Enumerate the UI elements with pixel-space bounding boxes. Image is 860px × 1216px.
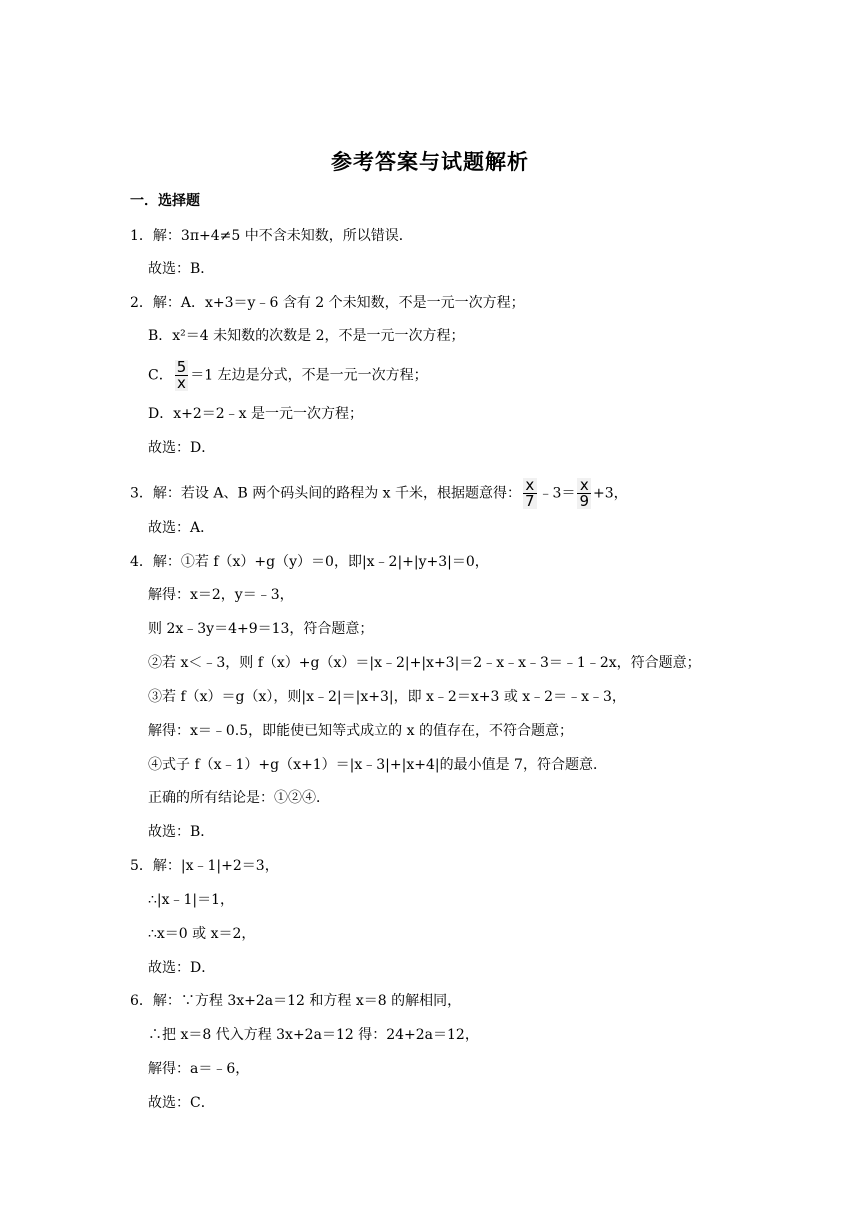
answer-6: 6．解：∵方程 3x+2a＝12 和方程 x＝8 的解相同，: [130, 993, 462, 1009]
answer-4-step4: ③若 f（x）＝g（x），则|x﹣2|＝|x+3|，即 x﹣2＝x+3 或 x﹣2＝﹣x﹣3，: [148, 689, 626, 705]
answer-1-choice: 故选：B．: [148, 261, 215, 277]
answer-2-c-text: ＝1 左边是分式，不是一元一次方程；: [190, 367, 428, 384]
fraction-denominator: x: [177, 374, 186, 392]
answer-4-step2: 则 2x﹣3y＝4+9＝13，符合题意；: [148, 621, 374, 637]
answer-2-b: B．x²＝4 未知数的次数是 2，不是一元一次方程；: [148, 328, 465, 344]
answer-4-choice: 故选：B．: [148, 824, 215, 840]
answer-6-step1: ∴把 x＝8 代入方程 3x+2a＝12 得：24+2a＝12，: [148, 1027, 479, 1043]
answer-4: 4．解：①若 f（x）+g（y）＝0，即|x﹣2|+|y+3|＝0，: [130, 554, 489, 570]
answer-2-c-label: C．: [148, 367, 173, 384]
answer-4-step1: 解得：x＝2，y＝﹣3，: [148, 587, 294, 603]
fraction-numerator: x: [523, 478, 537, 494]
fraction-denominator: 9: [579, 492, 590, 510]
answer-5-choice: 故选：D．: [148, 960, 216, 976]
answer-4-step3: ②若 x＜﹣3，则 f（x）+g（x）＝|x﹣2|+|x+3|＝2﹣x﹣x﹣3＝﹣1﹣2x，符合题意；: [148, 655, 701, 671]
answer-2-c: [148, 360, 428, 391]
answer-4-step6: ④式子 f（x﹣1）+g（x+1）＝|x﹣3|+|x+4|的最小值是 7，符合题意．: [148, 757, 607, 773]
answer-3-choice: 故选：A．: [148, 520, 215, 536]
answer-4-conclusion: 正确的所有结论是：①②④．: [148, 790, 330, 806]
answer-5-step2: ∴x＝0 或 x＝2，: [148, 926, 256, 942]
answer-5: 5．解：|x﹣1|+2＝3，: [130, 858, 279, 874]
fraction-5-over-x: [175, 360, 189, 391]
section-heading: 一．选择题: [130, 193, 200, 209]
answer-5-step1: ∴|x﹣1|＝1，: [148, 892, 235, 908]
answer-6-step2: 解得：a＝﹣6，: [148, 1061, 250, 1077]
answer-1: 1．解：3π+4≠5 中不含未知数，所以错误．: [130, 228, 413, 244]
page-title: 参考答案与试题解析: [331, 149, 529, 174]
answer-3: [130, 478, 628, 509]
answer-4-step5: 解得：x＝﹣0.5，即能使已知等式成立的 x 的值存在，不符合题意；: [148, 723, 573, 739]
fraction-denominator: 7: [525, 492, 535, 510]
answer-3-end: +3，: [593, 485, 628, 502]
fraction-x-over-9: [577, 478, 591, 509]
answer-2-choice: 故选：D．: [148, 440, 216, 456]
answer-2: 2．解：A．x+3＝y﹣6 含有 2 个未知数，不是一元一次方程；: [130, 295, 525, 311]
answer-6-choice: 故选：C．: [148, 1095, 215, 1111]
answer-3-mid: ﹣3＝: [538, 485, 576, 502]
fraction-numerator: x: [577, 478, 591, 494]
fraction-x-over-7: [523, 478, 537, 509]
answer-3-text: 3．解：若设 A、B 两个码头间的路程为 x 千米，根据题意得：: [130, 485, 522, 502]
answer-2-d: D．x+2＝2﹣x 是一元一次方程；: [148, 406, 364, 422]
fraction-numerator: 5: [176, 358, 187, 376]
